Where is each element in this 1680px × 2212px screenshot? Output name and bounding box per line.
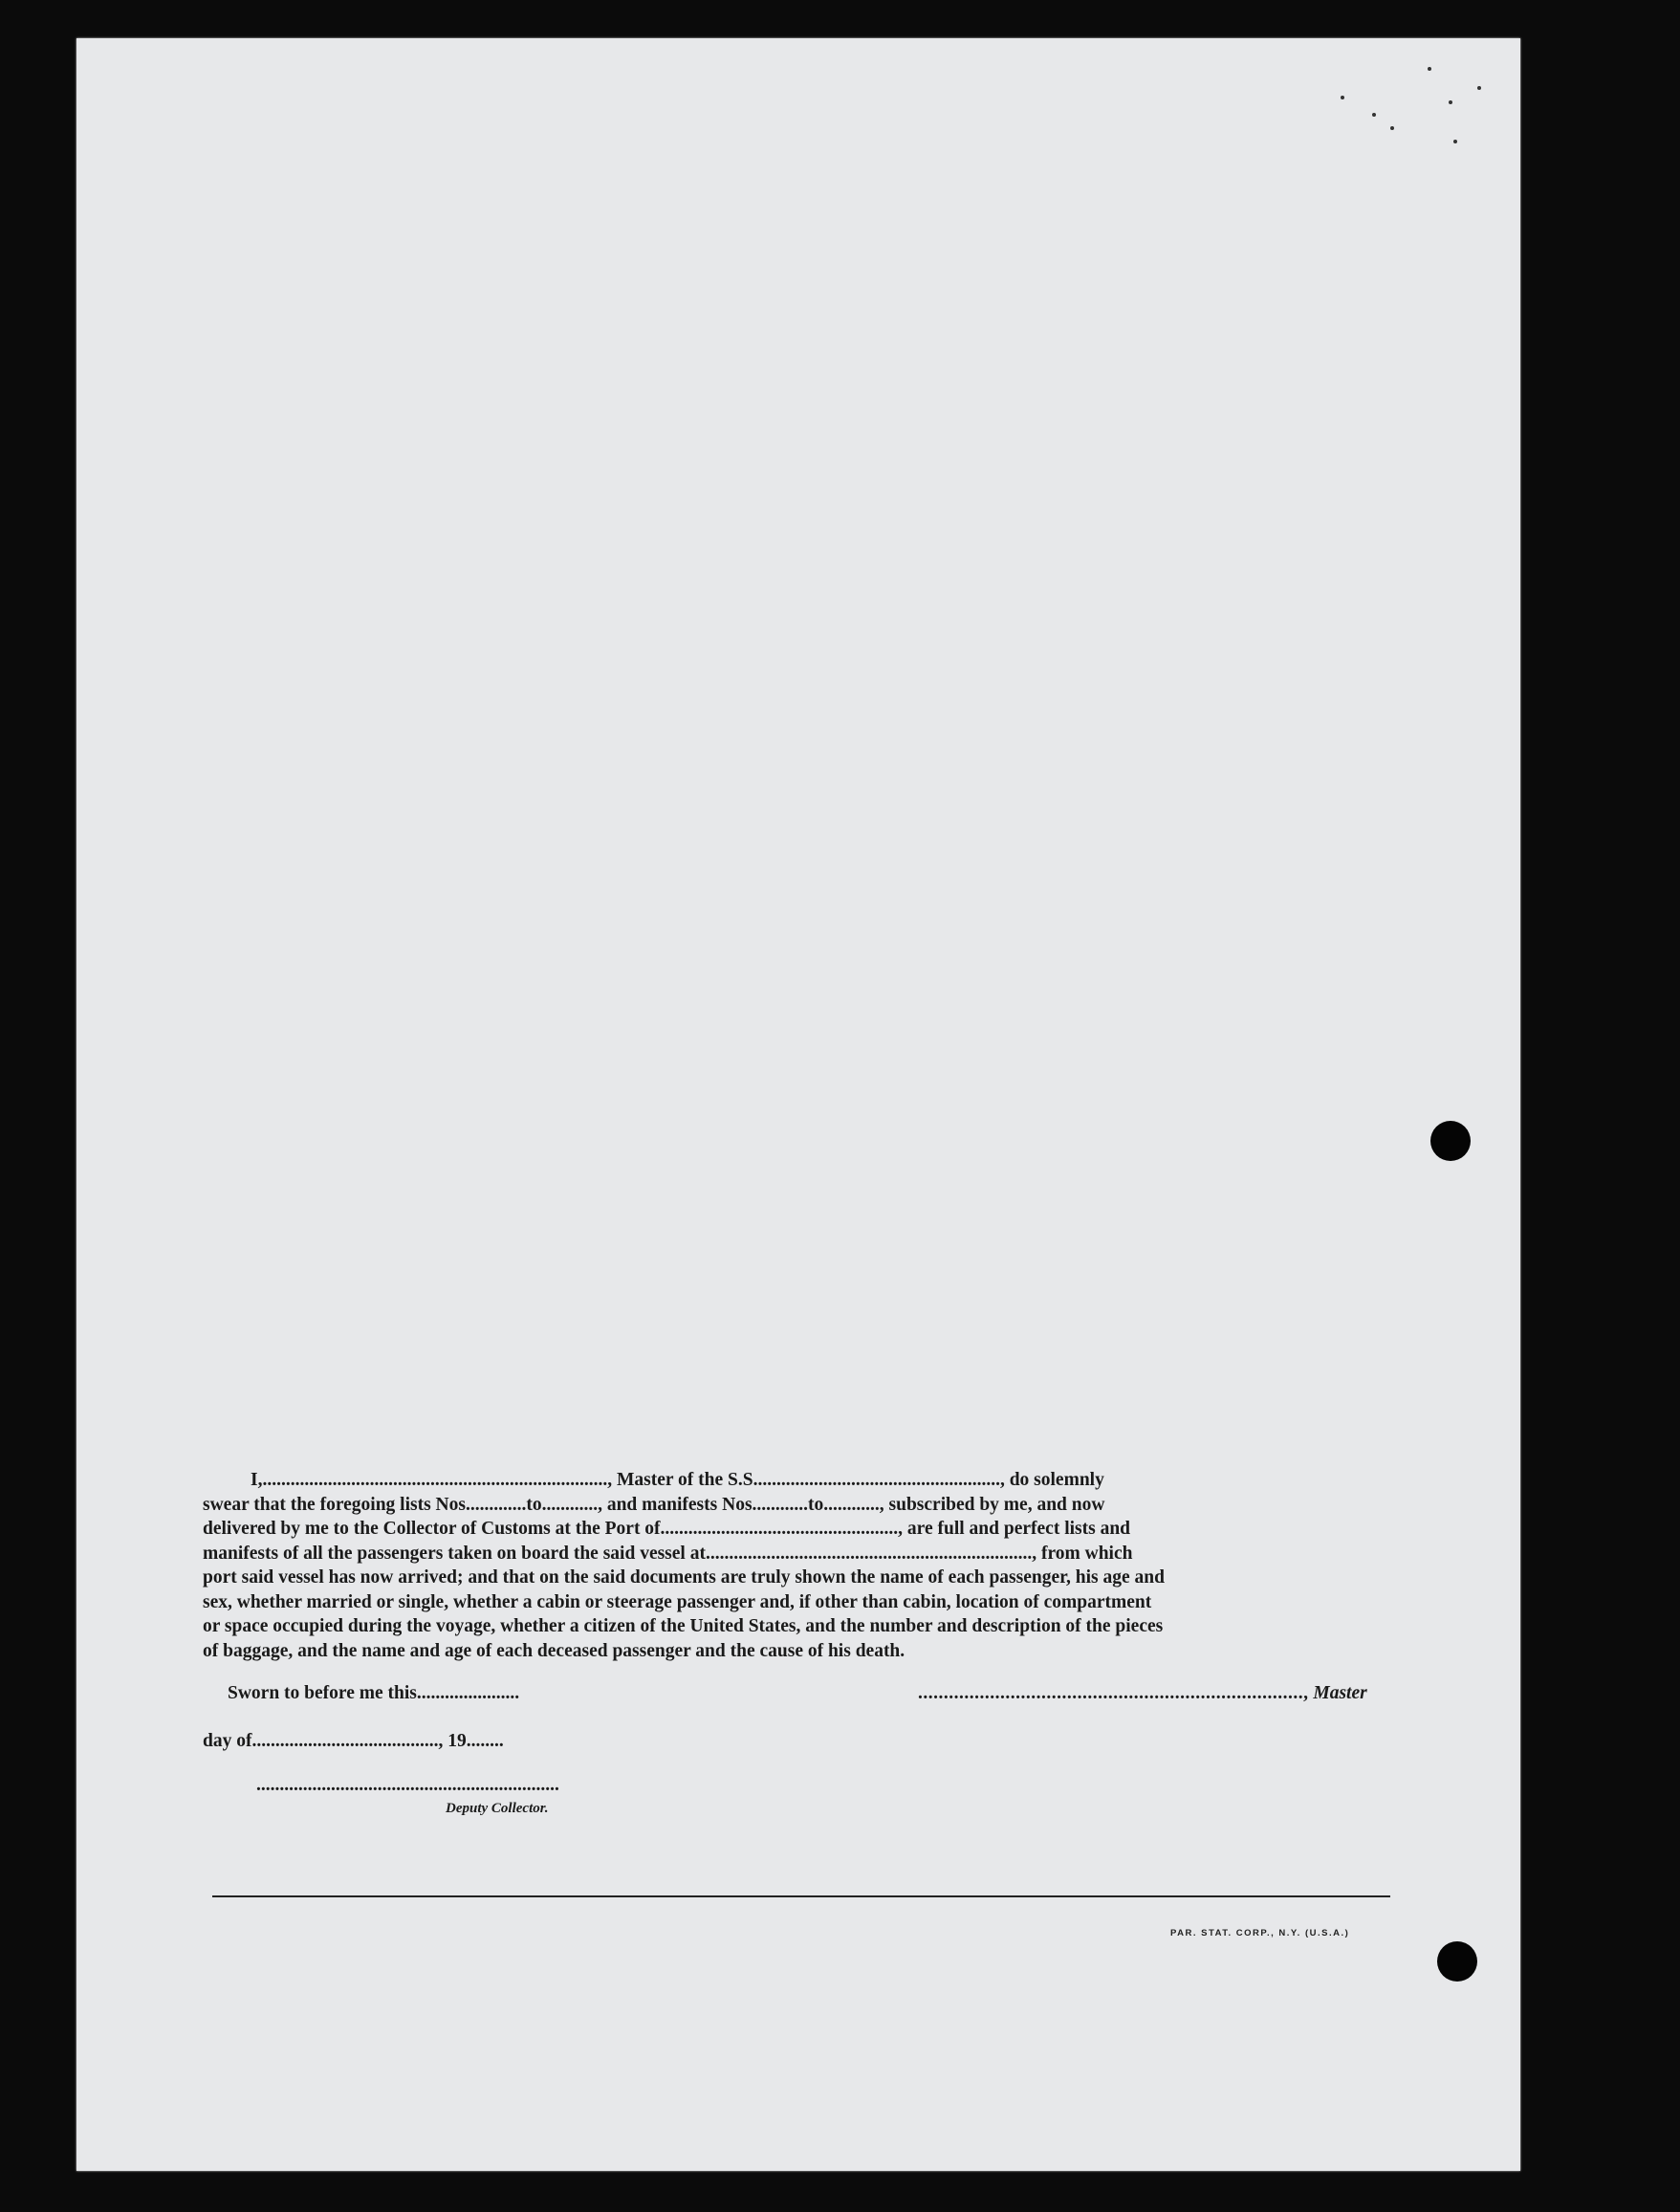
- master-oath-paragraph: [203, 1468, 1401, 1663]
- oath-line: sex, whether married or single, whether a cabin or steerage passenger and, if other than cabin, location of compartment: [203, 1591, 1152, 1612]
- oath-line: manifests of all the passengers taken on board the said vessel at......................................................................, from which: [203, 1543, 1133, 1564]
- deputy-collector-label: Deputy Collector.: [446, 1801, 549, 1816]
- sworn-before-line: Sworn to before me this......................: [228, 1683, 520, 1703]
- sworn-date-line: day of........................................, 19........: [203, 1731, 504, 1751]
- master-signature-blank: ...........................................................................,: [918, 1683, 1309, 1703]
- master-label: Master: [1313, 1683, 1367, 1703]
- oath-line: delivered by me to the Collector of Customs at the Port of..................................................., are full and perfect lists and: [203, 1519, 1131, 1539]
- oath-line: port said vessel has now arrived; and that on the said documents are truly shown the name of each passenger, his age and: [203, 1567, 1165, 1588]
- document-page: [76, 38, 1520, 2171]
- oath-line: swear that the foregoing lists Nos.............to............, and manifests Nos............to............, subscribed by me, and now: [203, 1494, 1105, 1515]
- oath-line: I,.........................................................................., Master of the S.S....................................................., do solemnly: [251, 1470, 1104, 1490]
- master-signature-line: [918, 1683, 1367, 1704]
- punch-hole-lower: [1437, 1941, 1477, 1982]
- bottom-rule: [212, 1895, 1390, 1897]
- oath-line: or space occupied during the voyage, whether a citizen of the United States, and the number and description of the pieces: [203, 1616, 1164, 1636]
- deputy-signature-blank: .................................................................: [256, 1775, 559, 1795]
- oath-line: of baggage, and the name and age of each deceased passenger and the cause of his death.: [203, 1640, 905, 1661]
- punch-hole-upper: [1430, 1121, 1471, 1161]
- printer-imprint: PAR. STAT. CORP., N.Y. (U.S.A.): [1170, 1928, 1350, 1938]
